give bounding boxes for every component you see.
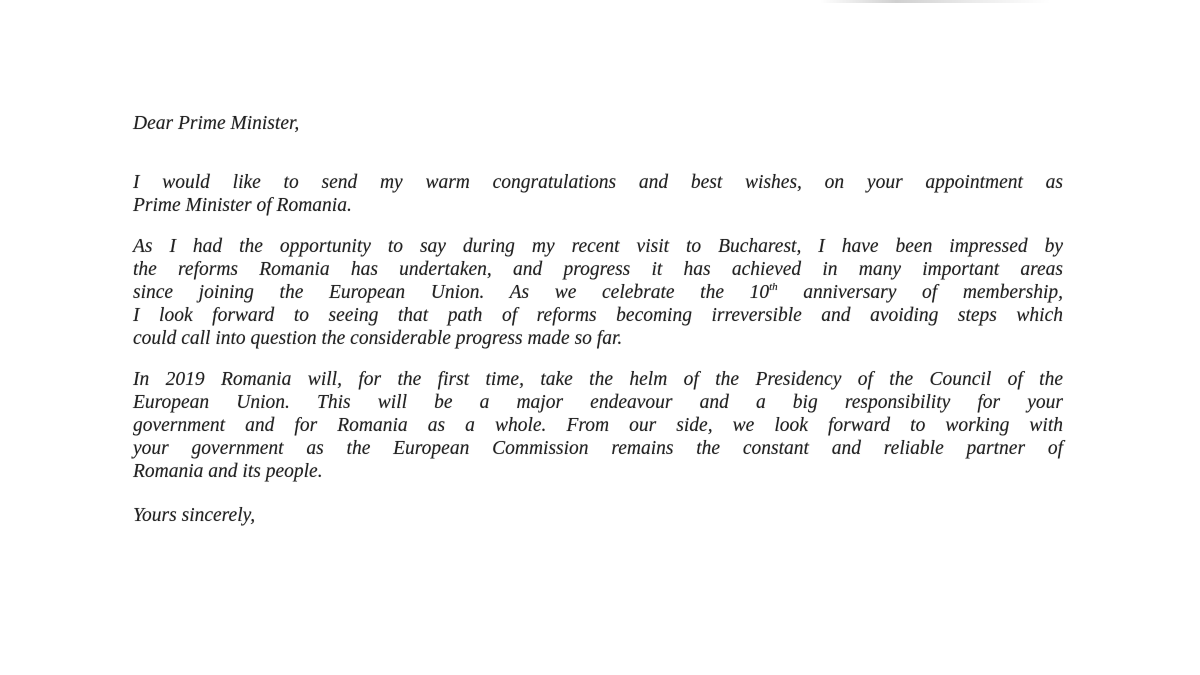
paragraph-line: I would like to send my warm congratulations and best wishes, on your appointment as xyxy=(133,172,1063,194)
paragraph-line: the reforms Romania has undertaken, and progress it has achieved in many important areas xyxy=(133,258,1063,280)
paragraph-line: Prime Minister of Romania. xyxy=(133,195,352,217)
line-text: anniversary of membership, xyxy=(777,282,1064,304)
paragraph-line: Romania and its people. xyxy=(133,461,323,483)
paragraph-line: government and for Romania as a whole. From our side, we look forward to working with xyxy=(133,415,1063,437)
paragraph-reforms xyxy=(133,235,1063,351)
closing: Yours sincerely, xyxy=(133,504,256,526)
paragraph-line: In 2019 Romania will, for the first time, take the helm of the Presidency of the Council of the xyxy=(133,368,1063,390)
paragraph-line xyxy=(133,281,1063,304)
paragraph-line: your government as the European Commission remains the constant and reliable partner of xyxy=(133,438,1063,460)
paragraph-presidency xyxy=(133,368,1063,484)
scan-artifact xyxy=(820,0,1050,3)
salutation: Dear Prime Minister, xyxy=(133,113,300,134)
paragraph-line: I look forward to seeing that path of reforms becoming irreversible and avoiding steps which xyxy=(133,305,1063,327)
paragraph-line: European Union. This will be a major endeavour and a big responsibility for your xyxy=(133,391,1063,413)
line-text: since joining the European Union. As we celebrate the 10 xyxy=(133,282,770,304)
ordinal-suffix: th xyxy=(769,281,778,294)
paragraph-congratulations xyxy=(133,171,1063,217)
paragraph-line: could call into question the considerable progress made so far. xyxy=(133,328,623,350)
paragraph-line: As I had the opportunity to say during my recent visit to Bucharest, I have been impressed by xyxy=(133,235,1063,257)
letter-body xyxy=(133,112,1063,527)
